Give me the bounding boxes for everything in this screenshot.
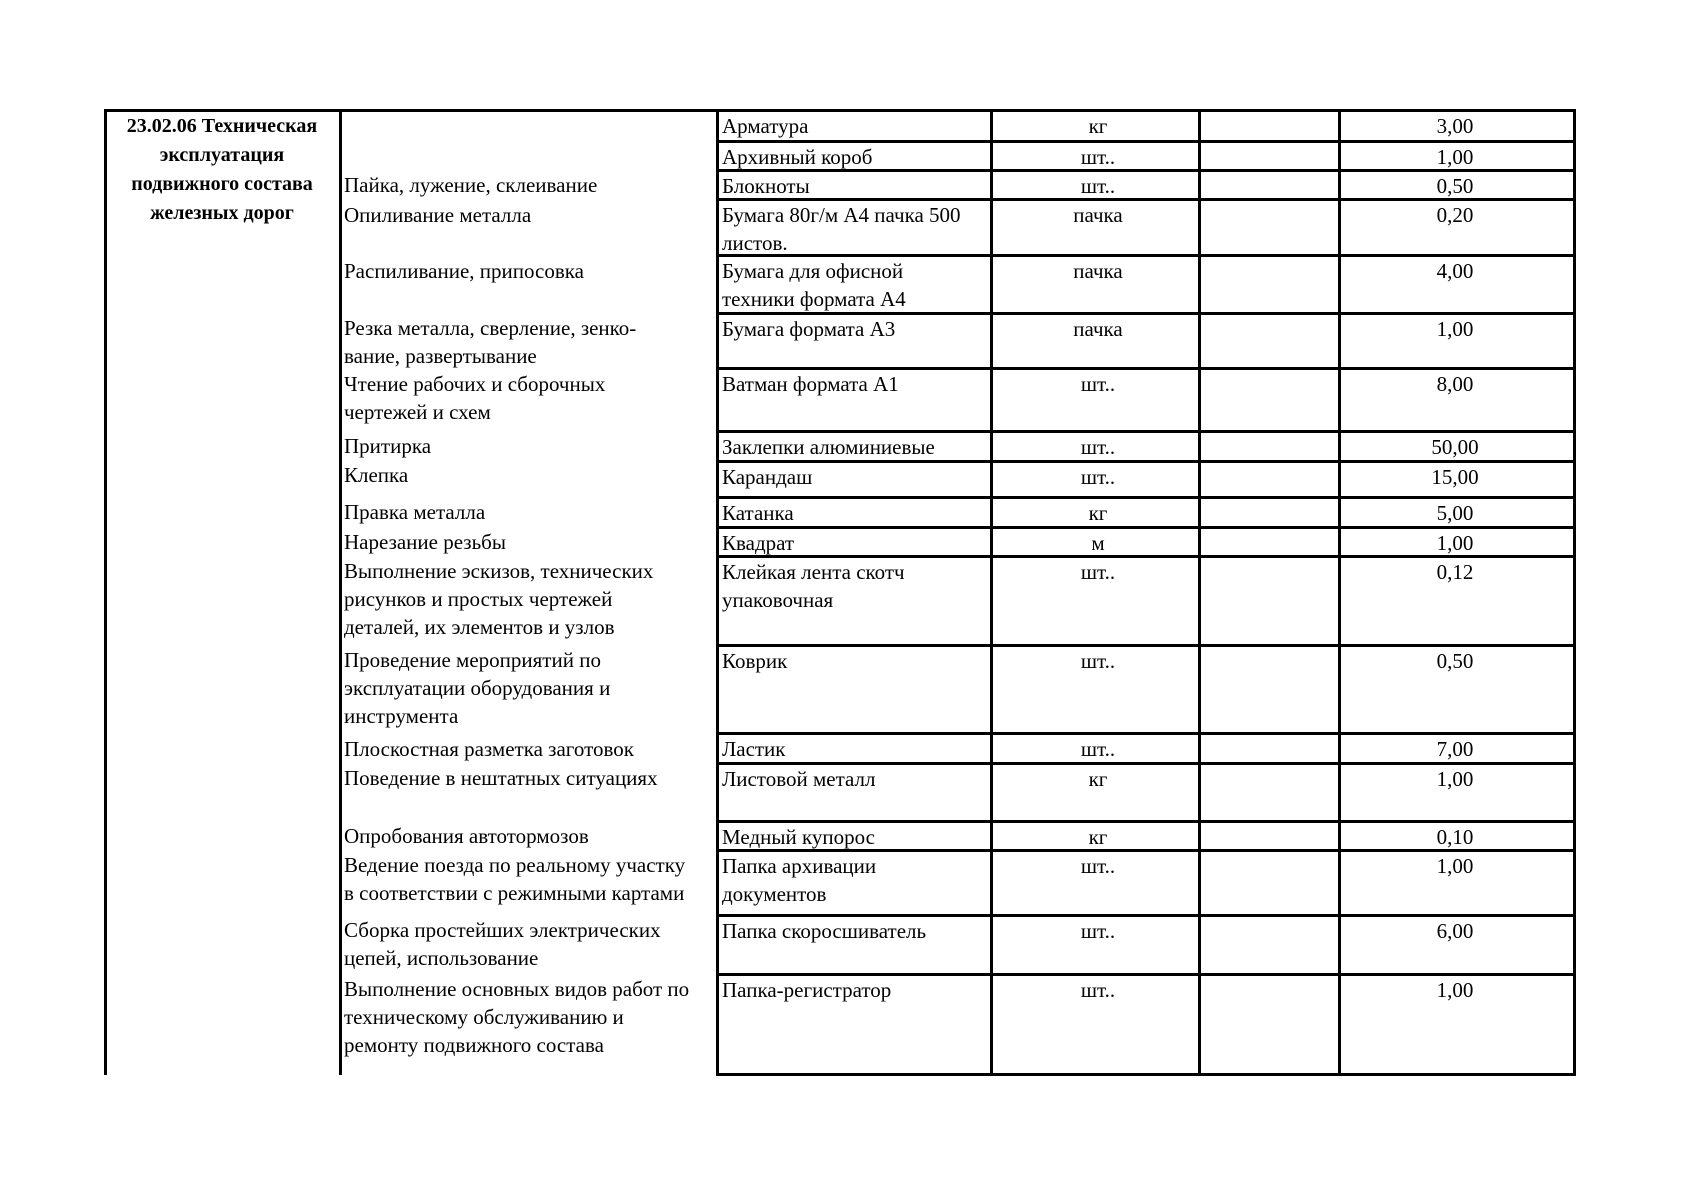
material-name: техники формата А4 [722, 287, 906, 311]
work-description: Притирка [344, 434, 432, 458]
material-quantity: 7,00 [1436, 737, 1474, 761]
work-description: деталей, их элементов и узлов [344, 615, 615, 639]
material-unit: шт.. [1080, 854, 1116, 878]
work-description: Распиливание, припосовка [344, 259, 584, 283]
material-unit: шт.. [1080, 174, 1116, 198]
work-description: Поведение в нештатных ситуациях [344, 766, 658, 790]
work-description: Нарезание резьбы [344, 530, 506, 554]
material-name: Папка-регистратор [722, 978, 892, 1002]
material-unit: пачка [1073, 259, 1123, 283]
specialty-line: подвижного состава [131, 173, 313, 195]
work-description: ремонту подвижного состава [344, 1033, 604, 1057]
material-unit: шт.. [1080, 435, 1116, 459]
material-name: Заклепки алюминиевые [722, 435, 935, 459]
material-name: Листовой металл [722, 767, 876, 791]
work-description: Опиливание металла [344, 203, 532, 227]
work-description: Выполнение основных видов работ по [344, 977, 690, 1001]
material-name: Бумага формата А3 [722, 317, 896, 341]
material-quantity: 1,00 [1436, 854, 1474, 878]
work-description: Резка металла, сверление, зенко- [344, 316, 637, 340]
material-unit: м [1091, 531, 1105, 555]
material-quantity: 0,50 [1436, 174, 1474, 198]
material-name: Ластик [722, 737, 786, 761]
work-description: Правка металла [344, 500, 486, 524]
material-unit: кг [1088, 114, 1108, 138]
material-quantity: 15,00 [1431, 465, 1479, 489]
work-description: Клепка [344, 463, 409, 487]
specialty-cell [107, 112, 337, 228]
material-name: Бумага 80г/м А4 пачка 500 [722, 203, 961, 227]
specialty-line: эксплуатация [159, 144, 285, 166]
material-unit: шт.. [1080, 978, 1116, 1002]
work-description: инструмента [344, 704, 459, 728]
work-description: в соответствии с режимными картами [344, 881, 685, 905]
work-description: Проведение мероприятий по [344, 648, 601, 672]
material-name: Папка архивации [722, 854, 877, 878]
work-description: Пайка, лужение, склеивание [344, 173, 598, 197]
material-quantity: 0,20 [1436, 203, 1474, 227]
material-quantity: 1,00 [1436, 317, 1474, 341]
material-name: Блокноты [722, 174, 810, 198]
work-description: Сборка простейших электрических [344, 918, 661, 942]
material-name: Карандаш [722, 465, 813, 489]
material-unit: шт.. [1080, 649, 1116, 673]
material-quantity: 1,00 [1436, 145, 1474, 169]
work-description: Ведение поезда по реальному участку [344, 853, 686, 877]
material-quantity: 0,50 [1436, 649, 1474, 673]
material-quantity: 6,00 [1436, 919, 1474, 943]
work-description: техническому обслуживанию и [344, 1005, 624, 1029]
material-unit: шт.. [1080, 737, 1116, 761]
work-description: Плоскостная разметка заготовок [344, 737, 634, 761]
material-unit: шт.. [1080, 919, 1116, 943]
material-name: Катанка [722, 501, 794, 525]
material-name: упаковочная [722, 588, 834, 612]
work-description: Выполнение эскизов, технических [344, 559, 654, 583]
material-quantity: 5,00 [1436, 501, 1474, 525]
material-unit: кг [1088, 767, 1108, 791]
material-name: Ватман формата А1 [722, 372, 899, 396]
material-unit: шт.. [1080, 372, 1116, 396]
material-name: Бумага для офисной [722, 259, 904, 283]
material-name: листов. [722, 231, 788, 255]
material-quantity: 3,00 [1436, 114, 1474, 138]
material-quantity: 0,12 [1436, 560, 1474, 584]
material-quantity: 50,00 [1431, 435, 1479, 459]
column-divider [339, 109, 342, 1075]
specialty-line: железных дорог [150, 202, 294, 224]
material-unit: шт.. [1080, 560, 1116, 584]
material-unit: пачка [1073, 317, 1123, 341]
work-description: Чтение рабочих и сборочных [344, 372, 606, 396]
specialty-line: 23.02.06 Техническая [126, 115, 318, 137]
material-name: Клейкая лента скотч [722, 560, 905, 584]
material-quantity: 1,00 [1436, 531, 1474, 555]
material-name: Коврик [722, 649, 788, 673]
material-name: Архивный короб [722, 145, 873, 169]
material-name: Папка скоросшиватель [722, 919, 927, 943]
material-unit: пачка [1073, 203, 1123, 227]
work-description: Опробования автотормозов [344, 824, 589, 848]
table-bottom-border [716, 1073, 1576, 1076]
material-name: Арматура [722, 114, 809, 138]
work-description: рисунков и простых чертежей [344, 587, 613, 611]
material-quantity: 1,00 [1436, 978, 1474, 1002]
material-name: Квадрат [722, 531, 795, 555]
work-description: чертежей и схем [344, 400, 491, 424]
material-unit: кг [1088, 501, 1108, 525]
material-quantity: 1,00 [1436, 767, 1474, 791]
material-unit: шт.. [1080, 465, 1116, 489]
work-description: цепей, использование [344, 946, 539, 970]
table-left-border [104, 109, 107, 1075]
material-name: документов [722, 882, 827, 906]
material-quantity: 0,10 [1436, 825, 1474, 849]
material-unit: кг [1088, 825, 1108, 849]
material-name: Медный купорос [722, 825, 875, 849]
material-unit: шт.. [1080, 145, 1116, 169]
work-description: эксплуатации оборудования и [344, 676, 611, 700]
material-quantity: 4,00 [1436, 259, 1474, 283]
material-quantity: 8,00 [1436, 372, 1474, 396]
work-description: вание, развертывание [344, 344, 537, 368]
